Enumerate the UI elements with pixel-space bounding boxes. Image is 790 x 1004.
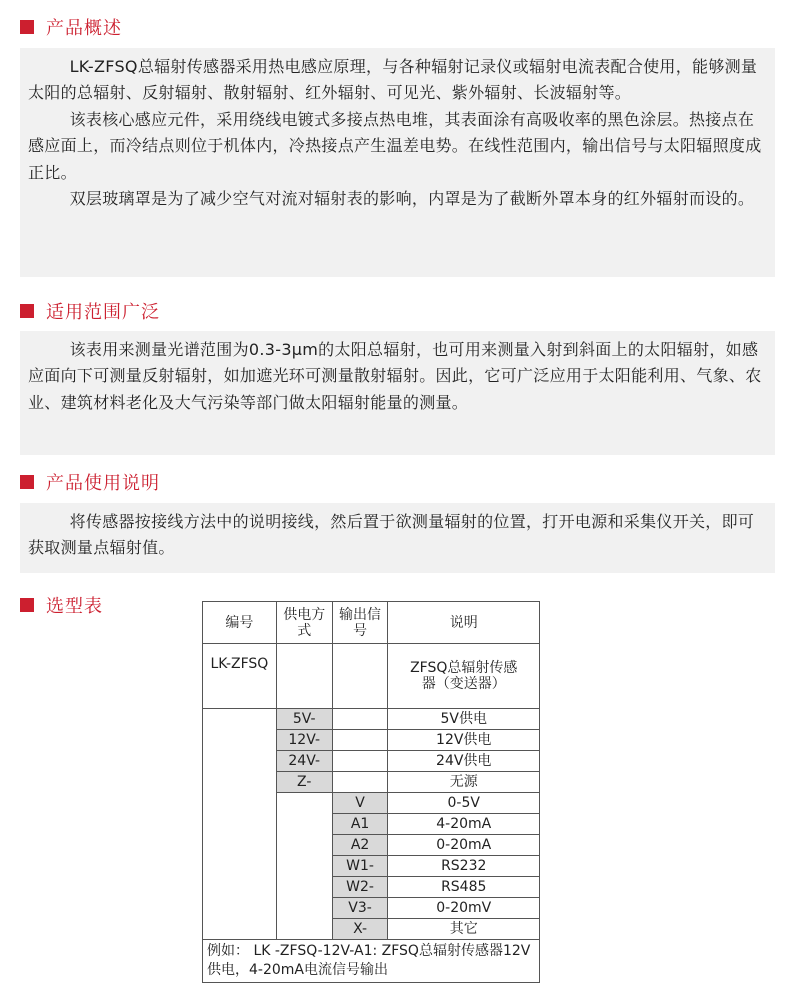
usage-paragraph: 将传感器按接线方法中的说明接线，然后置于欲测量辐射的位置，打开电源和采集仪开关，即可获取测量点辐射值。	[28, 512, 755, 558]
output-description-cell: 0-20mV	[388, 898, 540, 919]
merged-blank-cell	[203, 709, 277, 940]
output-code-cell: V3-	[332, 898, 388, 919]
overview-panel	[20, 48, 775, 277]
header-description: 说明	[388, 602, 540, 644]
header-code: 编号	[203, 602, 277, 644]
overview-paragraph: LK-ZFSQ总辐射传感器采用热电感应原理，与各种辐射记录仪或辐射电流表配合使用，能够测量太阳的总辐射、反射辐射、散射辐射、红外辐射、可见光、紫外辐射、长波辐射等。	[28, 57, 758, 103]
scope-panel	[20, 331, 775, 455]
output-description-cell: 4-20mA	[388, 814, 540, 835]
empty-cell	[332, 730, 388, 751]
square-bullet-icon	[20, 598, 34, 612]
section-title-text: 适用范围广泛	[46, 302, 160, 323]
section-title-scope	[20, 299, 160, 323]
power-description-cell: 12V供电	[388, 730, 540, 751]
empty-cell	[332, 751, 388, 772]
output-description-cell: 其它	[388, 919, 540, 940]
merged-blank-cell	[276, 793, 332, 940]
power-code-cell: 5V-	[276, 709, 332, 730]
section-title-usage	[20, 470, 160, 494]
power-code-cell: 12V-	[276, 730, 332, 751]
power-code-cell: 24V-	[276, 751, 332, 772]
section-title-text: 产品概述	[46, 18, 122, 39]
power-description-cell: 24V供电	[388, 751, 540, 772]
model-description-cell: ZFSQ总辐射传感器（变送器）	[388, 644, 540, 709]
section-title-text: 选型表	[46, 596, 103, 617]
square-bullet-icon	[20, 475, 34, 489]
table-note-row	[203, 940, 540, 983]
power-code-cell: Z-	[276, 772, 332, 793]
header-output: 输出信号	[332, 602, 388, 644]
section-title-overview	[20, 15, 122, 39]
power-description-cell: 5V供电	[388, 709, 540, 730]
usage-panel	[20, 503, 775, 573]
output-description-cell: RS485	[388, 877, 540, 898]
output-code-cell: A1	[332, 814, 388, 835]
selection-table	[202, 601, 540, 983]
empty-cell	[276, 644, 332, 709]
output-description-cell: 0-5V	[388, 793, 540, 814]
overview-paragraph: 双层玻璃罩是为了减少空气对流对辐射表的影响，内罩是为了截断外罩本身的红外辐射而设的。	[69, 189, 755, 209]
output-code-cell: A2	[332, 835, 388, 856]
table-row	[203, 644, 540, 709]
section-title-text: 产品使用说明	[46, 473, 160, 494]
table-header-row	[203, 602, 540, 644]
output-code-cell: X-	[332, 919, 388, 940]
output-code-cell: V	[332, 793, 388, 814]
empty-cell	[332, 709, 388, 730]
example-note-cell: 例如： LK -ZFSQ-12V-A1: ZFSQ总辐射传感器12V供电，4-20mA电流信号输出	[203, 940, 540, 983]
scope-paragraph: 该表用来测量光谱范围为0.3-3μm的太阳总辐射，也可用来测量入射到斜面上的太阳辐射，如感应面向下可测量反射辐射，如加遮光环可测量散射辐射。因此，它可广泛应用于太阳能利用、气象、农业、建筑材料老化及大气污染等部门做太阳辐射能量的测量。	[28, 340, 762, 412]
section-title-selection	[20, 593, 103, 617]
square-bullet-icon	[20, 20, 34, 34]
power-description-cell: 无源	[388, 772, 540, 793]
output-description-cell: RS232	[388, 856, 540, 877]
empty-cell	[332, 644, 388, 709]
model-code-cell: LK-ZFSQ	[203, 644, 277, 709]
output-code-cell: W2-	[332, 877, 388, 898]
output-code-cell: W1-	[332, 856, 388, 877]
overview-paragraph: 该表核心感应元件，采用绕线电镀式多接点热电堆，其表面涂有高吸收率的黑色涂层。热接点在感应面上，而冷结点则位于机体内，冷热接点产生温差电势。在线性范围内，输出信号与太阳辐照度成正比。	[28, 109, 762, 182]
table-row	[203, 709, 540, 730]
output-description-cell: 0-20mA	[388, 835, 540, 856]
square-bullet-icon	[20, 304, 34, 318]
empty-cell	[332, 772, 388, 793]
header-power: 供电方式	[276, 602, 332, 644]
